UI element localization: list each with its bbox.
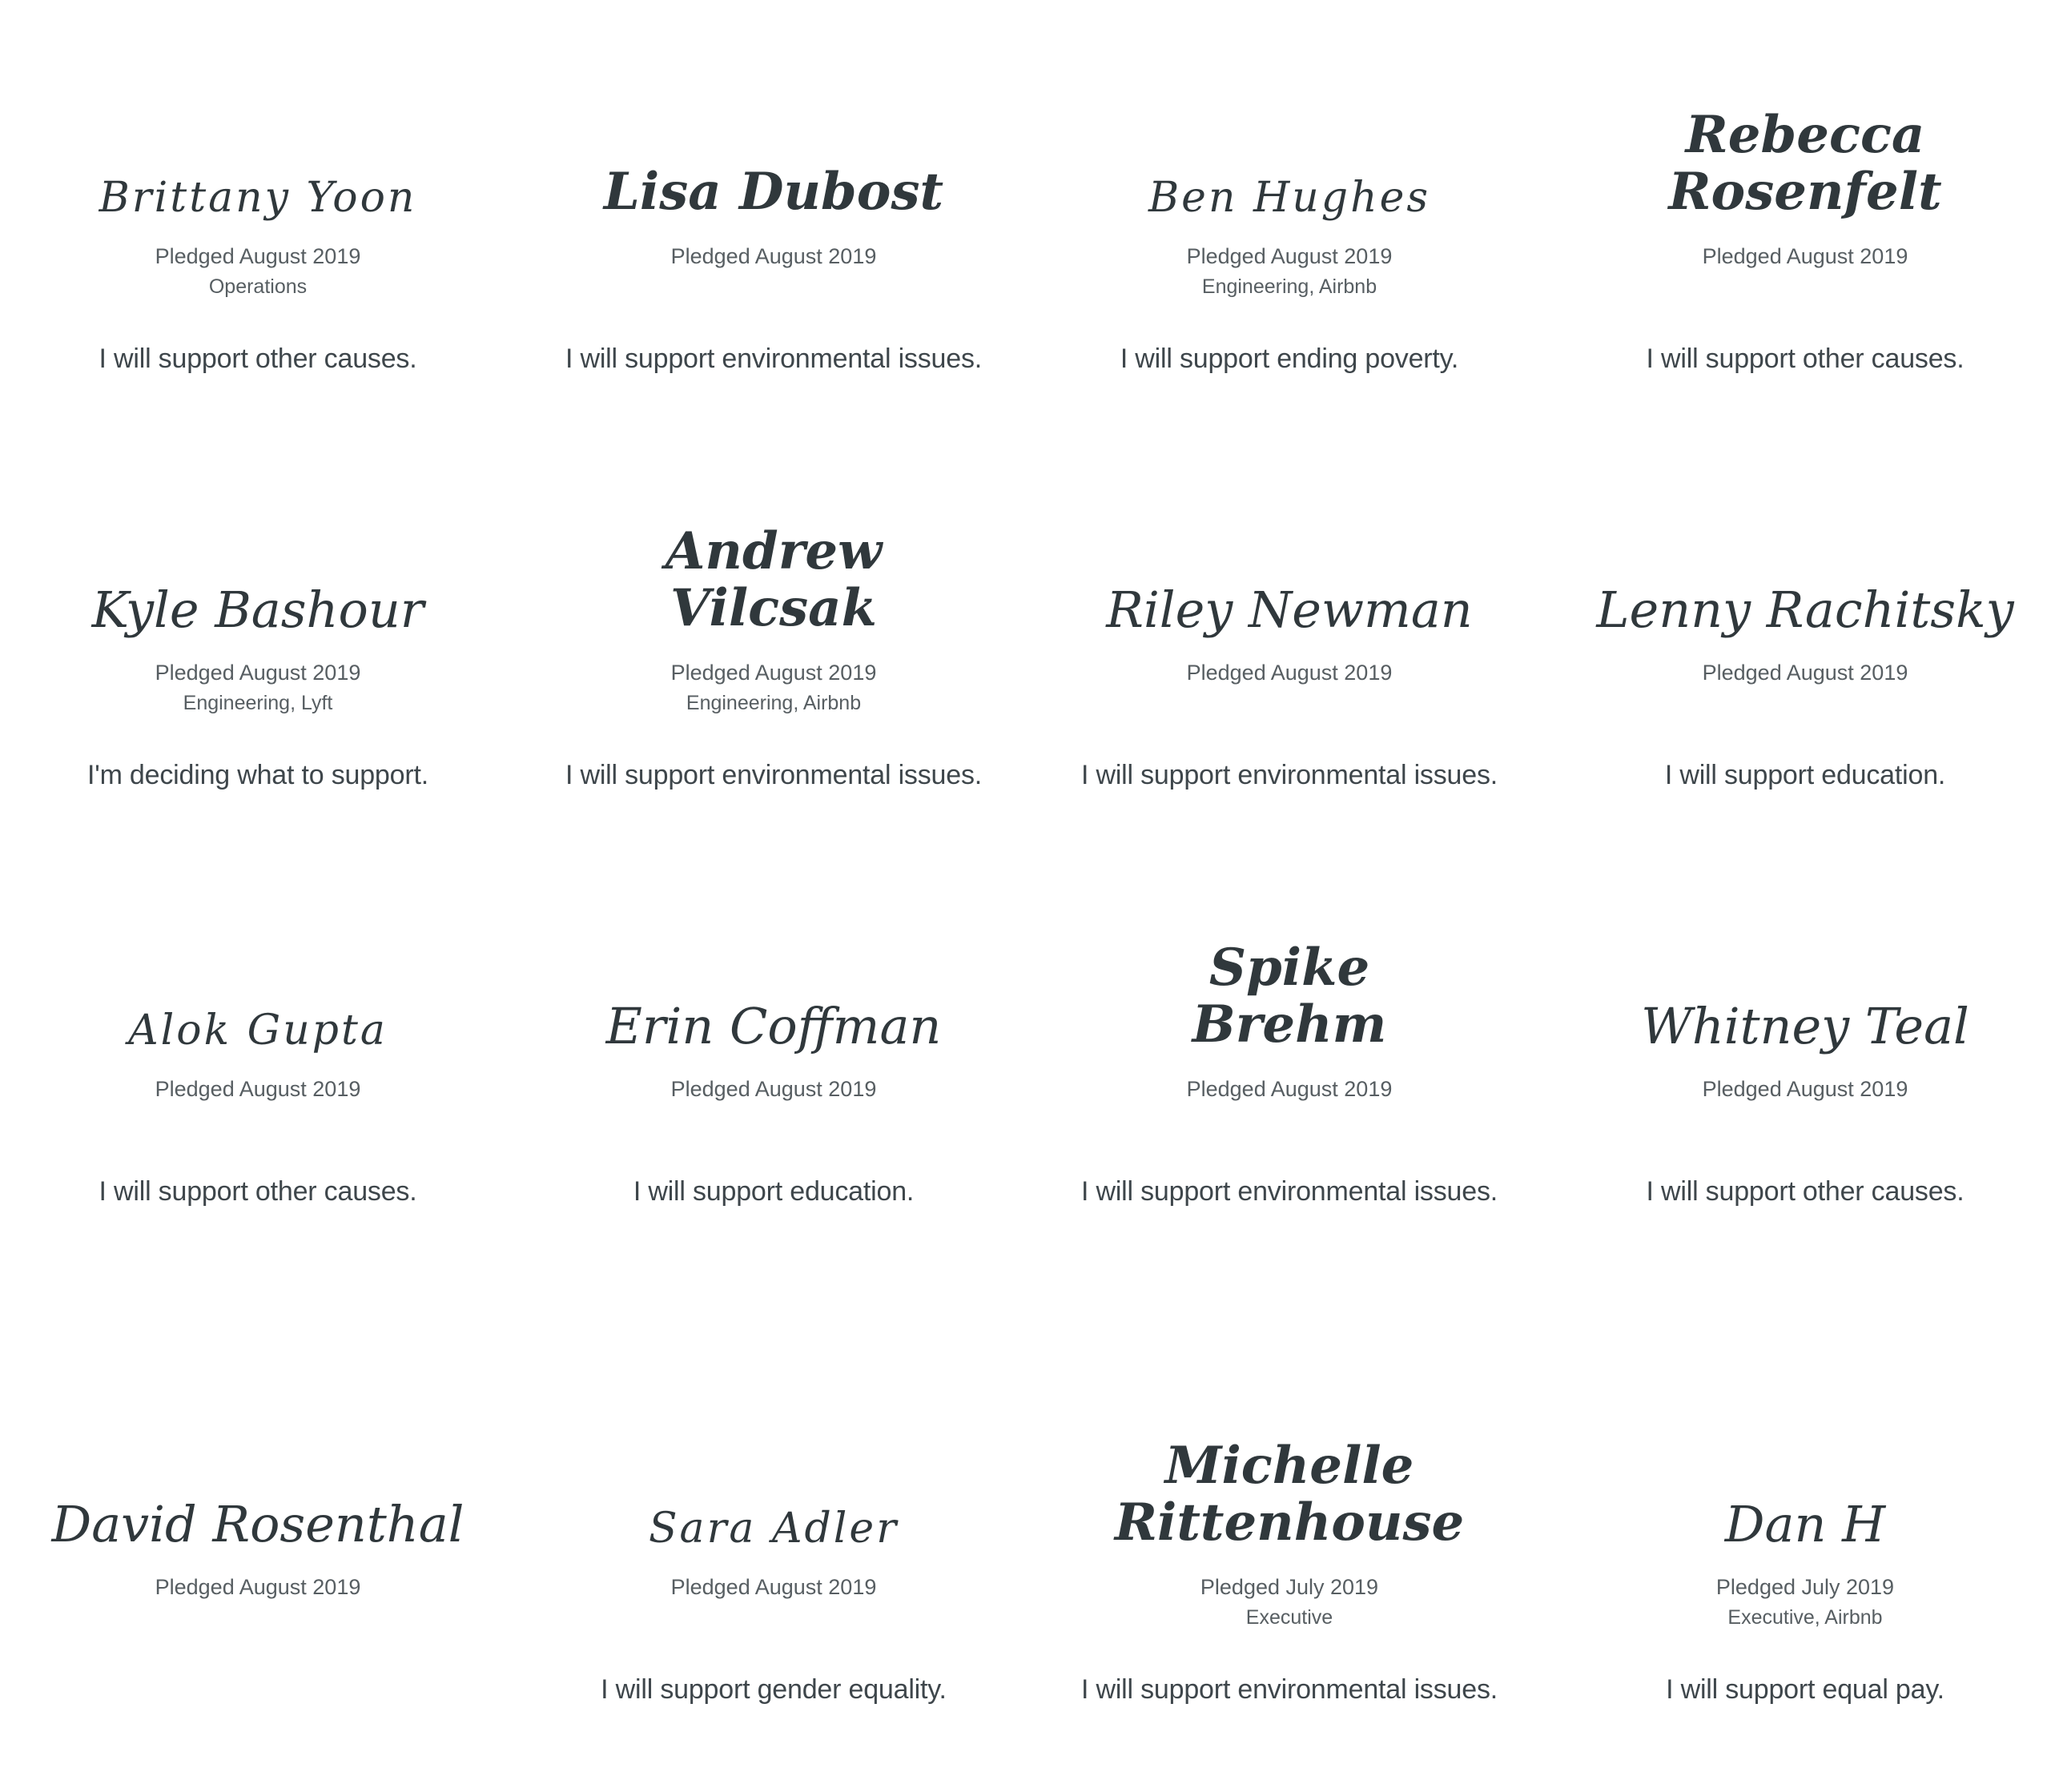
pledge-card [516, 0, 1032, 416]
pledge-statement: I will support other causes. [1646, 1176, 1964, 1207]
signature: Ben Hughes [1148, 173, 1431, 222]
pledge-team: Engineering, Lyft [183, 692, 333, 714]
signature: Brittany Yoon [99, 173, 417, 222]
pledge-statement: I will support gender equality. [601, 1674, 947, 1705]
pledge-team: Engineering, Airbnb [686, 692, 862, 714]
pledge-team: Operations [208, 275, 308, 298]
pledge-card [1547, 416, 2063, 833]
pledge-date: Pledged August 2019 [1702, 244, 1908, 268]
pledge-statement: I will support education. [633, 1176, 915, 1207]
pledge-card [1547, 1249, 2063, 1792]
pledge-card [1032, 0, 1547, 416]
pledge-date: Pledged August 2019 [1186, 661, 1393, 685]
pledge-card [516, 1249, 1032, 1792]
pledge-date: Pledged August 2019 [670, 1077, 877, 1101]
pledge-statement: I will support equal pay. [1666, 1674, 1944, 1705]
pledge-date: Pledged August 2019 [1702, 661, 1908, 685]
signature: Dan H [1724, 1494, 1886, 1553]
pledge-statement: I will support environmental issues. [565, 344, 983, 374]
pledge-card [1032, 1249, 1547, 1792]
signature: David Rosenthal [51, 1494, 464, 1553]
signature: Lenny Rachitsky [1596, 580, 2014, 639]
pledge-card [1032, 833, 1547, 1249]
pledge-card [1547, 0, 2063, 416]
pledge-card [516, 833, 1032, 1249]
pledge-statement: I will support environmental issues. [565, 760, 983, 790]
pledge-card [0, 0, 516, 416]
pledge-date: Pledged August 2019 [670, 244, 877, 268]
pledge-date: Pledged August 2019 [155, 244, 361, 268]
signature: Andrew Vilcsak [665, 520, 883, 639]
pledge-date: Pledged August 2019 [1186, 244, 1393, 268]
signature: Michelle Rittenhouse [1114, 1435, 1465, 1553]
pledge-statement: I will support other causes. [1646, 344, 1964, 374]
pledge-team: Engineering, Airbnb [1201, 275, 1377, 298]
pledge-statement: I'm deciding what to support. [87, 760, 428, 790]
pledge-statement: I will support environmental issues. [1080, 1176, 1498, 1207]
signature: Erin Coffman [605, 996, 942, 1055]
pledge-card [0, 416, 516, 833]
pledge-team: Executive [1245, 1606, 1333, 1629]
signature: Kyle Bashour [91, 580, 424, 639]
pledge-date: Pledged August 2019 [670, 661, 877, 685]
pledge-card [1547, 833, 2063, 1249]
pledge-date: Pledged July 2019 [1200, 1575, 1379, 1599]
signature: Rebecca Rosenfelt [1668, 104, 1942, 223]
pledge-statement: I will support environmental issues. [1080, 1674, 1498, 1705]
pledge-date: Pledged August 2019 [670, 1575, 877, 1599]
pledge-statement: I will support other causes. [99, 344, 417, 374]
pledge-card [0, 1249, 516, 1792]
pledge-date: Pledged August 2019 [1186, 1077, 1393, 1101]
pledge-date: Pledged August 2019 [155, 1077, 361, 1101]
signature: Riley Newman [1106, 580, 1473, 639]
signature: Spike Brehm [1192, 937, 1387, 1055]
pledge-card [516, 416, 1032, 833]
pledge-statement: I will support education. [1664, 760, 1946, 790]
signature: Lisa Dubost [603, 162, 944, 223]
pledge-date: Pledged August 2019 [155, 1575, 361, 1599]
signature: Whitney Teal [1641, 996, 1969, 1055]
signature: Sara Adler [648, 1504, 899, 1553]
pledge-card [1032, 416, 1547, 833]
pledge-date: Pledged July 2019 [1715, 1575, 1895, 1599]
pledge-date: Pledged August 2019 [1702, 1077, 1908, 1101]
pledge-statement: I will support other causes. [99, 1176, 417, 1207]
pledge-card [0, 833, 516, 1249]
pledge-statement: I will support ending poverty. [1120, 344, 1459, 374]
pledge-date: Pledged August 2019 [155, 661, 361, 685]
signature: Alok Gupta [128, 1006, 388, 1055]
pledge-team: Executive, Airbnb [1727, 1606, 1883, 1629]
pledge-statement: I will support environmental issues. [1080, 760, 1498, 790]
